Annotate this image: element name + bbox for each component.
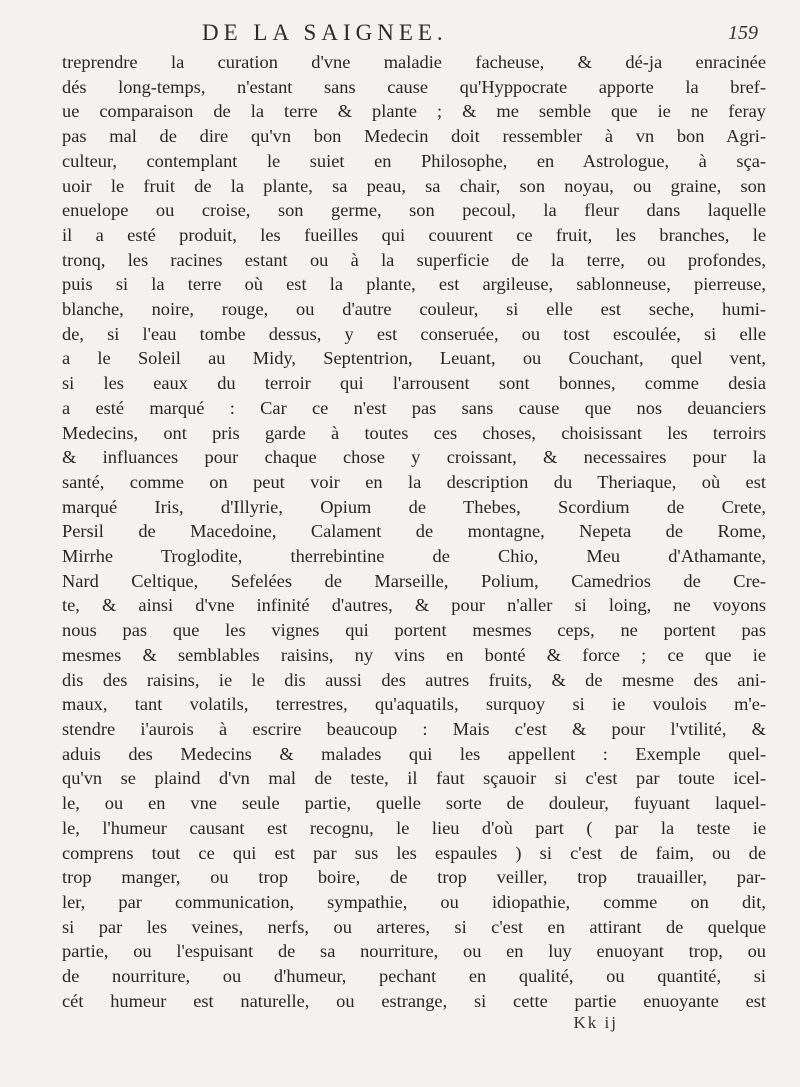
text-line: cét humeur est naturelle, ou estrange, si cette partie enuoyante est xyxy=(62,990,766,1011)
text-line: si par les veines, nerfs, ou arteres, si c'est en attirant de quelque xyxy=(62,916,766,937)
text-line: le, l'humeur causant est recognu, le lieu d'où part ( par la teste ie xyxy=(62,817,766,838)
text-line: & influances pour chaque chose y croissant, & necessaires pour la xyxy=(62,447,766,468)
text-line: pas mal de dire qu'vn bon Medecin doit ressembler à vn bon Agri- xyxy=(62,126,766,147)
page-number: 159 xyxy=(728,22,758,44)
text-line: comprens tout ce qui est par sus les espaules ) si c'est de faim, ou de xyxy=(62,842,766,863)
text-line: dis des raisins, ie le dis aussi des autres fruits, & de mesme des ani- xyxy=(62,669,766,690)
text-line: ue comparaison de la terre & plante ; & me semble que ie ne feray xyxy=(62,101,766,122)
text-line: trop manger, ou trop boire, de trop veiller, trop trauailler, par- xyxy=(62,867,766,888)
text-line: nous pas que les vignes qui portent mesmes ceps, ne portent pas xyxy=(62,620,766,641)
text-line: le, ou en vne seule partie, quelle sorte de douleur, fuyuant laquel- xyxy=(62,793,766,814)
text-line: a esté marqué : Car ce n'est pas sans cause que nos deuanciers xyxy=(62,397,766,418)
text-line: stendre i'aurois à escrire beaucoup : Mais c'est & pour l'vtilité, & xyxy=(62,718,766,739)
text-line: de, si l'eau tombe dessus, y est conseruée, ou tost escoulée, si elle xyxy=(62,323,766,344)
text-line: a le Soleil au Midy, Septentrion, Leuant, ou Couchant, quel vent, xyxy=(62,348,766,369)
text-line: Persil de Macedoine, Calament de montagne, Nepeta de Rome, xyxy=(62,521,766,542)
running-head xyxy=(62,20,766,50)
text-line: santé, comme on peut voir en la description du Theriaque, où est xyxy=(62,471,766,492)
text-line: tronq, les racines estant ou à la superficie de la terre, ou profondes, xyxy=(62,249,766,270)
text-line: maux, tant volatils, terrestres, qu'aquatils, surquoy si ie voulois m'e- xyxy=(62,694,766,715)
running-title: DE LA SAIGNEE. xyxy=(202,20,448,45)
text-line: de nourriture, ou d'humeur, pechant en qualité, ou quantité, si xyxy=(62,966,766,987)
text-line: culteur, contemplant le suiet en Philosophe, en Astrologue, à sça- xyxy=(62,150,766,171)
text-line: dés long-temps, n'estant sans cause qu'Hyppocrate apporte la bref- xyxy=(62,76,766,97)
signature-mark: Kk ij xyxy=(573,1013,618,1033)
text-line: Nard Celtique, Sefelées de Marseille, Polium, Camedrios de Cre- xyxy=(62,570,766,591)
text-line: il a esté produit, les fueilles qui couurent ce fruit, les branches, le xyxy=(62,224,766,245)
text-line: blanche, noire, rouge, ou d'autre couleur, si elle est seche, humi- xyxy=(62,299,766,320)
text-line: treprendre la curation d'vne maladie facheuse, & dé-ja enracinée xyxy=(62,52,766,72)
body-text xyxy=(62,50,766,1013)
text-line: aduis des Medecins & malades qui les appellent : Exemple quel- xyxy=(62,743,766,764)
text-line: te, & ainsi d'vne infinité d'autres, & pour n'aller si loing, ne voyons xyxy=(62,595,766,616)
text-line: Medecins, ont pris garde à toutes ces choses, choisissant les terroirs xyxy=(62,422,766,443)
text-line: uoir le fruit de la plante, sa peau, sa chair, son noyau, ou graine, son xyxy=(62,175,766,196)
text-line: enuelope ou croise, son germe, son pecoul, la fleur dans laquelle xyxy=(62,200,766,221)
text-line: si les eaux du terroir qui l'arrousent sont bonnes, comme desia xyxy=(62,373,766,394)
text-line: partie, ou l'espuisant de sa nourriture, ou en luy enuoyant trop, ou xyxy=(62,941,766,962)
text-line: qu'vn se plaind d'vn mal de teste, il faut sçauoir si c'est par toute icel- xyxy=(62,768,766,789)
text-line: Mirrhe Troglodite, therrebintine de Chio, Meu d'Athamante, xyxy=(62,546,766,567)
text-line: puis si la terre où est la plante, est argileuse, sablonneuse, pierreuse, xyxy=(62,274,766,295)
text-line: ler, par communication, sympathie, ou idiopathie, comme on dit, xyxy=(62,891,766,912)
text-line: mesmes & semblables raisins, ny vins en bonté & force ; ce que ie xyxy=(62,644,766,665)
text-line: marqué Iris, d'Illyrie, Opium de Thebes, Scordium de Crete, xyxy=(62,496,766,517)
